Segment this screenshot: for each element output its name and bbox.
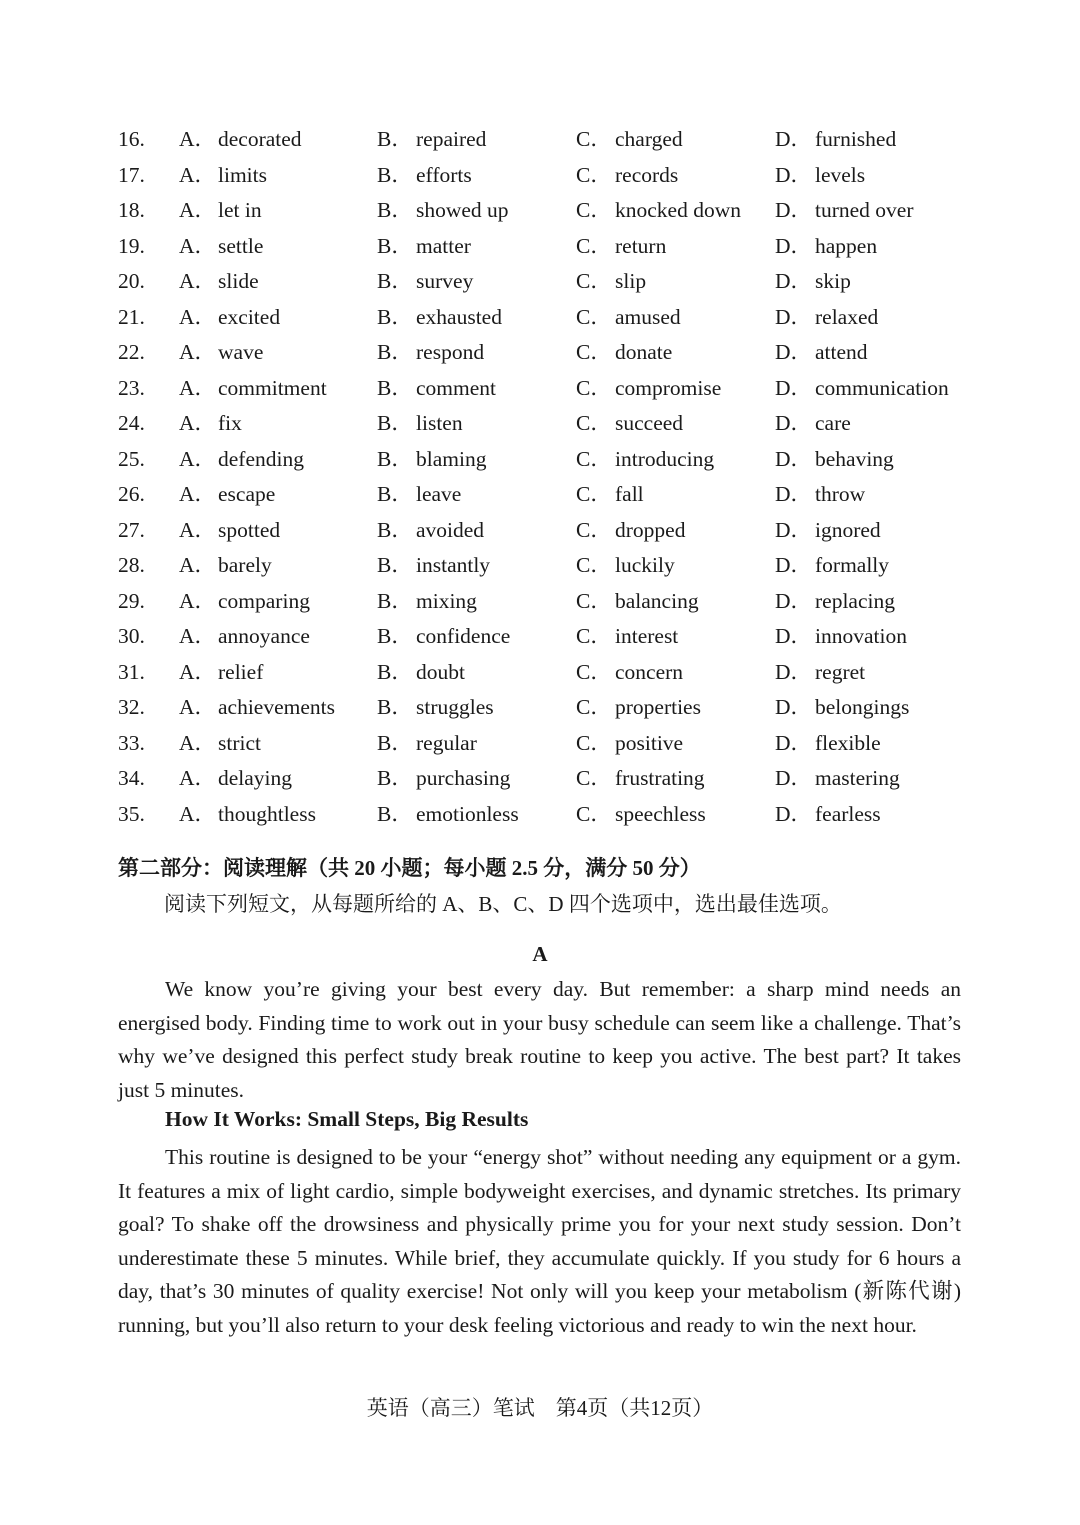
option-b: mixing (416, 588, 477, 613)
option-c: charged (615, 127, 683, 151)
question-number: 23. (118, 375, 145, 400)
option-d: behaving (815, 446, 894, 471)
question-row (118, 548, 978, 584)
passage-paragraph-2: This routine is designed to be your “energy shot” without needing any equipment or a gym. It features a mix of light cardio, simple bodyweight exercises, and dynamic stretches. Its primary goal? To shake off the drowsiness and physically prime you for your next study session. Don’t underestimate these 5 minutes. While brief, they accumulate quickly. If you study for 6 hours a day, that’s 30 minutes of quality exercise! Not only will you keep your metabolism (新陈代谢) running, but you’ll also return to your desk feeling victorious and ready to win the next hour. (118, 1145, 961, 1337)
option-d: regret (815, 659, 866, 684)
option-letter-a: A． (179, 624, 217, 648)
option-a: excited (218, 304, 281, 329)
option-c: knocked down (615, 198, 741, 222)
option-letter-d: D． (775, 304, 813, 329)
option-letter-d: D． (775, 553, 813, 577)
option-c: introducing (615, 446, 715, 471)
option-c: interest (615, 624, 679, 648)
option-letter-c: C． (576, 127, 612, 151)
option-letter-b: B． (377, 340, 413, 364)
option-letter-c: C． (576, 588, 612, 613)
option-c: return (615, 233, 667, 258)
question-number: 16. (118, 127, 145, 151)
option-letter-c: C． (576, 766, 612, 790)
option-d: skip (815, 269, 851, 293)
option-a: thoughtless (218, 801, 316, 826)
option-letter-b: B． (377, 801, 413, 826)
question-row (118, 726, 978, 762)
option-d: turned over (815, 198, 914, 222)
question-row (118, 761, 978, 797)
option-letter-b: B． (377, 482, 413, 506)
option-letter-d: D． (775, 411, 813, 435)
option-c: compromise (615, 375, 722, 400)
option-letter-c: C． (576, 517, 612, 542)
option-c: dropped (615, 517, 686, 542)
option-letter-c: C． (576, 304, 612, 329)
option-letter-d: D． (775, 340, 813, 364)
question-number: 24. (118, 411, 145, 435)
option-a: decorated (218, 127, 302, 151)
option-d: attend (815, 340, 868, 364)
option-b: doubt (416, 659, 465, 684)
option-d: furnished (815, 127, 897, 151)
question-number: 17. (118, 162, 145, 187)
option-letter-d: D． (775, 588, 813, 613)
option-letter-c: C． (576, 801, 612, 826)
option-b: regular (416, 730, 477, 755)
option-letter-d: D． (775, 127, 813, 151)
question-number: 34. (118, 766, 145, 790)
option-letter-a: A． (179, 766, 217, 790)
option-letter-b: B． (377, 269, 413, 293)
option-d: belongings (815, 695, 910, 719)
option-letter-b: B． (377, 730, 413, 755)
option-letter-a: A． (179, 695, 217, 719)
option-d: care (815, 411, 851, 435)
options-list (118, 122, 978, 832)
option-a: slide (218, 269, 259, 293)
question-number: 28. (118, 553, 145, 577)
option-letter-a: A． (179, 588, 217, 613)
option-letter-b: B． (377, 695, 413, 719)
question-number: 19. (118, 233, 145, 258)
option-letter-a: A． (179, 233, 217, 258)
option-a: limits (218, 162, 267, 187)
option-letter-b: B． (377, 198, 413, 222)
option-letter-d: D． (775, 766, 813, 790)
option-letter-c: C． (576, 553, 612, 577)
option-letter-b: B． (377, 127, 413, 151)
option-c: succeed (615, 411, 684, 435)
passage-subheading: How It Works: Small Steps, Big Results (165, 1107, 529, 1131)
option-d: replacing (815, 588, 895, 613)
option-c: amused (615, 304, 681, 329)
question-row (118, 690, 978, 726)
option-c: speechless (615, 801, 706, 826)
question-row (118, 229, 978, 265)
option-b: comment (416, 375, 497, 400)
option-letter-b: B． (377, 588, 413, 613)
question-row (118, 797, 978, 833)
option-letter-d: D． (775, 659, 813, 684)
option-a: achievements (218, 695, 336, 719)
passage-paragraph-1: We know you’re giving your best every day. But remember: a sharp mind needs an energised body. Finding time to work out in your busy schedule can seem like a challenge. That’s why we’ve designed this perfect study break routine to keep you active. The best part? It takes just 5 minutes. (118, 977, 961, 1102)
option-a: settle (218, 233, 264, 258)
option-d: throw (815, 482, 866, 506)
question-row (118, 619, 978, 655)
option-c: fall (615, 482, 644, 506)
question-number: 20. (118, 269, 145, 293)
option-b: repaired (416, 127, 487, 151)
option-b: exhausted (416, 304, 502, 329)
option-d: mastering (815, 766, 900, 790)
option-letter-b: B． (377, 304, 413, 329)
question-row (118, 655, 978, 691)
option-letter-c: C． (576, 482, 612, 506)
option-letter-a: A． (179, 127, 217, 151)
option-letter-d: D． (775, 801, 813, 826)
option-letter-b: B． (377, 659, 413, 684)
question-number: 21. (118, 304, 145, 329)
question-row (118, 300, 978, 336)
question-number: 18. (118, 198, 145, 222)
option-a: strict (218, 730, 261, 755)
option-letter-b: B． (377, 553, 413, 577)
option-a: commitment (218, 375, 327, 400)
section-instruction: 阅读下列短文，从每题所给的 A、B、C、D 四个选项中，选出最佳选项。 (164, 892, 842, 916)
option-letter-d: D． (775, 695, 813, 719)
option-letter-b: B． (377, 162, 413, 187)
option-letter-c: C． (576, 659, 612, 684)
option-letter-a: A． (179, 162, 217, 187)
option-b: instantly (416, 553, 491, 577)
option-letter-b: B． (377, 517, 413, 542)
question-row (118, 122, 978, 158)
option-letter-b: B． (377, 446, 413, 471)
option-a: wave (218, 340, 264, 364)
option-b: survey (416, 269, 474, 293)
option-letter-a: A． (179, 340, 217, 364)
option-letter-d: D． (775, 517, 813, 542)
option-letter-d: D． (775, 730, 813, 755)
option-b: showed up (416, 198, 509, 222)
option-a: defending (218, 446, 304, 471)
option-letter-c: C． (576, 340, 612, 364)
option-letter-d: D． (775, 375, 813, 400)
option-letter-a: A． (179, 730, 217, 755)
option-letter-c: C． (576, 233, 612, 258)
option-letter-b: B． (377, 375, 413, 400)
option-letter-d: D． (775, 446, 813, 471)
option-c: luckily (615, 553, 675, 577)
page-footer: 英语（高三）笔试 第4页（共12页） (366, 1396, 714, 1420)
option-letter-d: D． (775, 233, 813, 258)
question-row (118, 264, 978, 300)
option-d: communication (815, 375, 949, 400)
option-c: concern (615, 659, 684, 684)
option-letter-b: B． (377, 624, 413, 648)
option-d: innovation (815, 624, 907, 648)
option-letter-a: A． (179, 446, 217, 471)
option-a: escape (218, 482, 276, 506)
option-c: frustrating (615, 766, 705, 790)
question-number: 30. (118, 624, 145, 648)
question-number: 25. (118, 446, 145, 471)
option-a: relief (218, 659, 264, 684)
option-letter-a: A． (179, 411, 217, 435)
option-a: spotted (218, 517, 281, 542)
option-a: annoyance (218, 624, 310, 648)
option-letter-a: A． (179, 198, 217, 222)
option-d: fearless (815, 801, 881, 826)
option-d: happen (815, 233, 878, 258)
option-a: let in (218, 198, 262, 222)
question-row (118, 193, 978, 229)
option-b: efforts (416, 162, 472, 187)
option-letter-a: A． (179, 269, 217, 293)
question-number: 31. (118, 659, 145, 684)
passage-label: A (532, 942, 548, 966)
section-title: 第二部分：阅读理解（共 20 小题；每小题 2.5 分，满分 50 分） (118, 856, 701, 880)
option-d: levels (815, 162, 866, 187)
question-number: 29. (118, 588, 145, 613)
option-b: avoided (416, 517, 485, 542)
option-b: matter (416, 233, 471, 258)
question-row (118, 335, 978, 371)
question-row (118, 371, 978, 407)
option-b: emotionless (416, 801, 519, 826)
question-number: 27. (118, 517, 145, 542)
question-row (118, 584, 978, 620)
option-letter-d: D． (775, 198, 813, 222)
option-c: donate (615, 340, 673, 364)
option-letter-a: A． (179, 482, 217, 506)
option-c: balancing (615, 588, 699, 613)
question-row (118, 477, 978, 513)
option-letter-a: A． (179, 517, 217, 542)
option-c: properties (615, 695, 701, 719)
option-letter-c: C． (576, 198, 612, 222)
option-letter-c: C． (576, 162, 612, 187)
option-letter-d: D． (775, 162, 813, 187)
option-letter-c: C． (576, 411, 612, 435)
option-b: respond (416, 340, 485, 364)
question-row (118, 513, 978, 549)
question-number: 26. (118, 482, 145, 506)
option-letter-b: B． (377, 766, 413, 790)
option-a: fix (218, 411, 242, 435)
option-letter-c: C． (576, 269, 612, 293)
option-letter-c: C． (576, 446, 612, 471)
option-b: confidence (416, 624, 511, 648)
option-a: comparing (218, 588, 310, 613)
option-letter-d: D． (775, 624, 813, 648)
option-b: listen (416, 411, 463, 435)
question-row (118, 158, 978, 194)
option-c: records (615, 162, 679, 187)
option-letter-d: D． (775, 269, 813, 293)
option-letter-a: A． (179, 659, 217, 684)
option-a: delaying (218, 766, 293, 790)
option-letter-c: C． (576, 624, 612, 648)
question-number: 33. (118, 730, 145, 755)
option-letter-a: A． (179, 375, 217, 400)
option-d: formally (815, 553, 890, 577)
option-b: leave (416, 482, 462, 506)
option-d: ignored (815, 517, 881, 542)
option-letter-c: C． (576, 730, 612, 755)
question-number: 32. (118, 695, 145, 719)
option-letter-a: A． (179, 801, 217, 826)
option-b: purchasing (416, 766, 511, 790)
option-letter-b: B． (377, 411, 413, 435)
option-c: slip (615, 269, 647, 293)
question-row (118, 442, 978, 478)
option-letter-c: C． (576, 375, 612, 400)
option-letter-b: B． (377, 233, 413, 258)
question-row (118, 406, 978, 442)
option-b: struggles (416, 695, 494, 719)
option-a: barely (218, 553, 272, 577)
option-b: blaming (416, 446, 487, 471)
option-c: positive (615, 730, 684, 755)
option-d: flexible (815, 730, 881, 755)
option-letter-a: A． (179, 553, 217, 577)
question-number: 35. (118, 801, 145, 826)
option-letter-a: A． (179, 304, 217, 329)
option-letter-c: C． (576, 695, 612, 719)
option-letter-d: D． (775, 482, 813, 506)
question-number: 22. (118, 340, 145, 364)
option-d: relaxed (815, 304, 879, 329)
